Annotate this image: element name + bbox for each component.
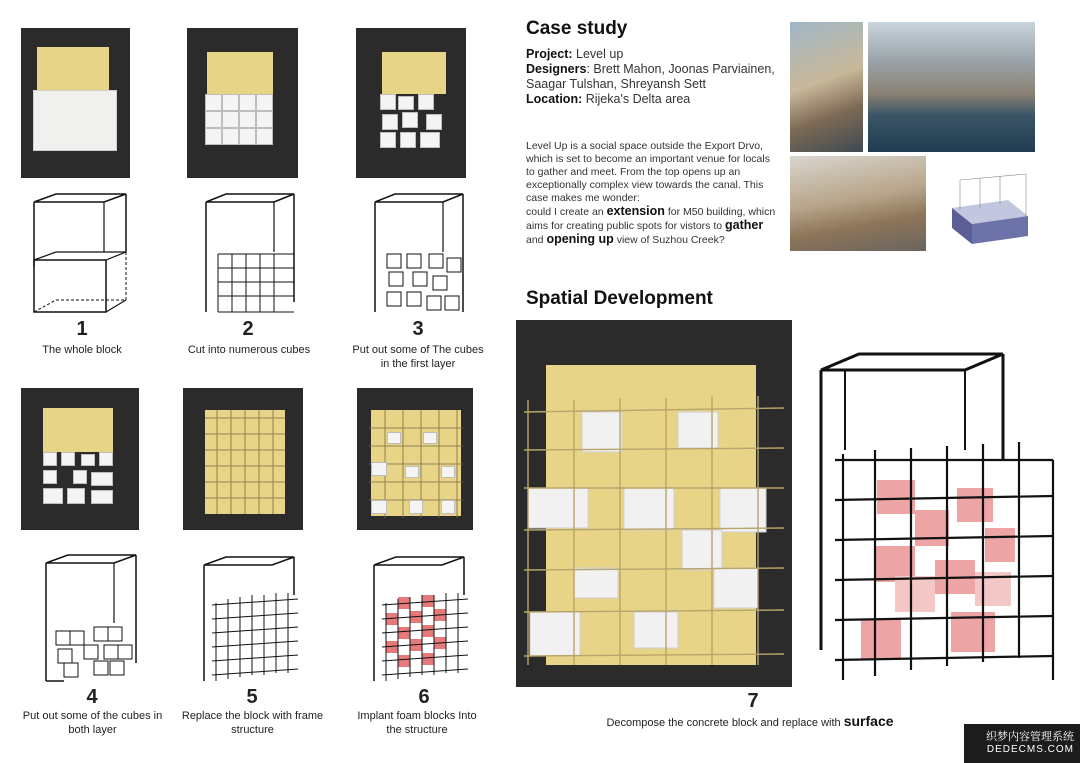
step-number: 6 (418, 686, 430, 708)
case-diagram-structure (930, 160, 1035, 250)
step-7-caption-emphasis: surface (843, 713, 894, 729)
case-photo-canal (868, 22, 1035, 152)
location-label: Location: (526, 92, 583, 106)
spatial-development-title: Spatial Development (526, 288, 713, 309)
step-number: 3 (412, 318, 424, 340)
sketch-step-7 (815, 350, 1060, 695)
step-number: 4 (86, 686, 98, 708)
photo-step-7 (516, 320, 792, 687)
designers-value: : Brett Mahon, Joonas Parviainen, Saagar Tulshan, Shreyansh Sett (526, 62, 775, 91)
photo-step-6 (357, 388, 473, 530)
photo-step-2 (187, 28, 298, 178)
step-number: 2 (242, 318, 254, 340)
step-caption: Cut into numerous cubes (187, 344, 311, 356)
photo-step-5 (183, 388, 303, 530)
step-7-caption-text: Decompose the concrete block and replace with (606, 717, 844, 729)
photo-step-1 (21, 28, 130, 178)
photo-step-4 (21, 388, 139, 530)
step-number: 1 (76, 318, 88, 340)
sketch-step-1 (30, 192, 130, 314)
step-number: 7 (747, 690, 759, 712)
case-study-title: Case study (526, 18, 628, 39)
designers-label: Designers (526, 62, 587, 76)
watermark-line-1: 织梦内容管理系统 (986, 731, 1074, 743)
case-study-description: Level Up is a social space outside the Export Drvo, which is set to become an important venue for locals to gather and meet. From the top opens up an exceptionally complex view towards the canal. This case makes me wonder: (526, 140, 770, 204)
step-caption: Implant foam blocks Into the structure (357, 710, 477, 736)
step-number: 5 (246, 686, 258, 708)
step-caption: The whole block (42, 344, 122, 356)
project-info (526, 47, 788, 107)
case-study-question: could I create an extension for M50 building, whicn aims for creating public spots for vistors to gather and opening up view of Suzhou Creek? (526, 204, 776, 246)
watermark (964, 724, 1080, 763)
sketch-step-4 (44, 553, 144, 683)
case-photo-staircase (790, 22, 863, 152)
step-caption: Put out some of the cubes in both layer (22, 710, 163, 736)
sketch-step-6 (372, 555, 474, 685)
photo-step-3 (356, 28, 466, 178)
sketch-step-3 (373, 192, 469, 316)
step-caption: Put out some of The cubes in the first layer (352, 344, 484, 370)
step-caption: Replace the block with frame structure (181, 710, 324, 736)
watermark-line-2: DEDECMS.COM (986, 744, 1074, 755)
project-label: Project: (526, 47, 573, 61)
sketch-step-2 (204, 192, 300, 316)
step-caption (560, 714, 940, 730)
sketch-step-5 (202, 555, 304, 685)
location-value: Rijeka's Delta area (582, 92, 691, 106)
case-photo-interior (790, 156, 926, 251)
project-value: Level up (572, 47, 624, 61)
